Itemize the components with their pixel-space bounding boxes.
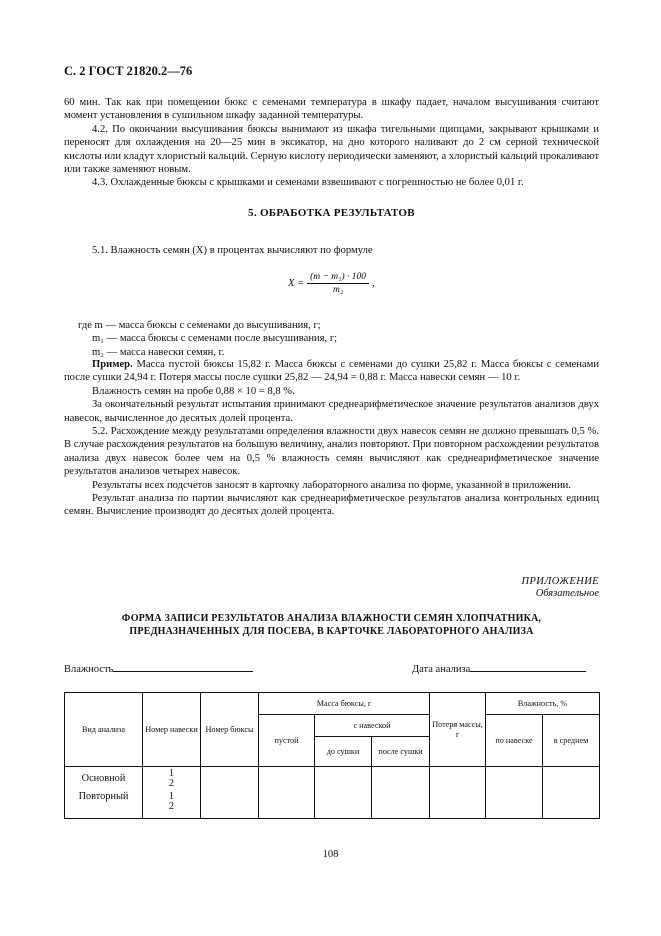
text-block-5-1 <box>64 244 599 257</box>
sample-3: 1 <box>168 790 175 802</box>
header-with-sample: с навеской <box>315 715 430 737</box>
legend-line-m1: m₁ — масса бюксы с семенами после высушивания, г; <box>92 333 338 345</box>
sample-1: 1 <box>168 767 175 779</box>
legend-line-m2: m₂ — масса навески семян, г. <box>92 346 225 358</box>
header-empty: пустой <box>259 715 315 767</box>
form-title-line2: ПРЕДНАЗНАЧЕННЫХ ДЛЯ ПОСЕВА, В КАРТОЧКЕ ЛАБОРАТОРНОГО АНАЛИЗА <box>129 625 534 637</box>
moisture-blank-line <box>113 661 253 672</box>
header-average: в среднем <box>543 715 600 767</box>
example-paragraph <box>64 358 599 385</box>
header-after: после сушки <box>372 737 430 767</box>
header-kind: Вид анализа <box>65 693 143 767</box>
cell <box>259 767 315 791</box>
paragraph-batch: Результат анализа по партии вычисляют как среднеарифметическое результатов анализа контрольных единиц семян. Вычисление производят до десятых долей процента. <box>64 493 599 518</box>
example-result: Влажность семян на пробе 0,88 × 10 = 8,8 %. <box>92 385 295 397</box>
table-header-row-1 <box>65 693 600 715</box>
cell <box>543 791 600 819</box>
header-before: до сушки <box>315 737 372 767</box>
cell <box>372 767 430 791</box>
appendix-label <box>522 576 600 600</box>
paragraph-5-1: 5.1. Влажность семян (X) в процентах вычисляют по формуле <box>92 245 373 256</box>
date-field <box>412 661 586 675</box>
formula-lhs: X = <box>288 278 305 289</box>
section-title: 5. ОБРАБОТКА РЕЗУЛЬТАТОВ <box>248 207 415 219</box>
cell <box>486 791 543 819</box>
row-main-label <box>65 767 143 791</box>
cell <box>430 767 486 791</box>
cell <box>543 767 600 791</box>
row-repeat-samples <box>143 791 201 819</box>
header-moisture: Влажность, % <box>486 693 600 715</box>
formula-numerator: (m − m₁) · 100 <box>307 272 369 284</box>
cell <box>201 767 259 791</box>
sample-4: 2 <box>168 800 175 812</box>
form-title <box>64 613 599 638</box>
date-blank-line <box>470 661 586 672</box>
paragraph-4-3: 4.3. Охлажденные бюксы с крышками и семенами взвешивают с погрешностью не более 0,01 г. <box>92 177 524 189</box>
page-header: С. 2 ГОСТ 21820.2—76 <box>64 64 193 78</box>
date-label: Дата анализа <box>412 664 471 675</box>
header-mass: Масса бюксы, г <box>259 693 430 715</box>
cell <box>430 791 486 819</box>
paragraph-continuation: 60 мин. Так как при помещении бюкс с семенами температура в шкафу падает, началом высушивания считают момент установления в сушильном шкафу заданной температуры. <box>64 97 599 122</box>
legend-line-m: где m — масса бюксы с семенами до высушивания, г; <box>78 320 321 331</box>
form-title-line1: ФОРМА ЗАПИСИ РЕЗУЛЬТАТОВ АНАЛИЗА ВЛАЖНОСТИ СЕМЯН ХЛОПЧАТНИКА, <box>121 613 542 624</box>
row-main-text: Основной <box>81 772 126 784</box>
cell <box>201 791 259 819</box>
paragraph-5-2: 5.2. Расхождение между результатами определения влажности двух навесок семян не должно превышать 0,5 %. В случае расхождения результатов на большую величину, анализ повторяют. При повторном расхождении результатов анализа двух навесок более чем на 0,5 % влажность семян вычисляют как среднеарифметическое значение результатов анализов четырех навесок. <box>64 426 599 478</box>
formula-denominator: m₂ <box>332 285 344 295</box>
paragraph-4-2: 4.2. По окончании высушивания бюксы вынимают из шкафа тигельными щипцами, закрывают крышками и переносят для охлаждения на 20—25 мин в эксикатор, на дно которого наливают до 2 см серной технической кислоты или кладут хлористый кальций. Серную кислоту периодически заменяют, а хлористый кальций прокаливают или также заменяют новым. <box>64 123 599 176</box>
moisture-label: Влажность <box>64 664 114 675</box>
header-loss: Потеря массы, г <box>430 693 486 767</box>
formula-tail: , <box>372 278 375 289</box>
results-table <box>64 692 600 819</box>
cell <box>315 767 372 791</box>
header-per-sample: по навеске <box>486 715 543 767</box>
table-row <box>65 791 600 819</box>
row-main-samples <box>143 767 201 791</box>
moisture-formula <box>288 272 375 295</box>
formula-fraction <box>307 272 369 295</box>
page-number: 108 <box>322 849 339 860</box>
header-box-no: Номер бюксы <box>201 693 259 767</box>
text-block-top <box>64 96 599 190</box>
cell <box>315 791 372 819</box>
row-repeat-text: Повторный <box>78 790 129 802</box>
cell <box>372 791 430 819</box>
moisture-field <box>64 661 253 675</box>
example-text: Масса пустой бюксы 15,82 г. Масса бюксы с семенами до сушки 25,82 г. Масса бюксы с семенами после сушки 24,94 г. Потеря массы после сушки 25,82 — 24,94 = 0,88 г. Масса навески семян — 10 г. <box>64 359 599 384</box>
appendix-subtitle: Обязательное <box>535 588 599 599</box>
cell <box>486 767 543 791</box>
paragraph-final-result: За окончательный результат испытания принимают среднеарифметическое значение результатов анализов двух навесок, вычисленное до десятых долей процента. <box>64 399 599 424</box>
text-block-example <box>64 358 599 519</box>
row-repeat-label <box>65 791 143 819</box>
formula-legend <box>78 319 337 359</box>
sample-2: 2 <box>168 777 175 789</box>
example-label: Пример. <box>92 359 133 370</box>
table-row <box>65 767 600 791</box>
header-sample-no: Номер навески <box>143 693 201 767</box>
appendix-title: ПРИЛОЖЕНИЕ <box>521 576 599 587</box>
paragraph-record: Результаты всех подсчетов заносят в карточку лабораторного анализа по форме, указанной в приложении. <box>92 479 571 491</box>
cell <box>259 791 315 819</box>
